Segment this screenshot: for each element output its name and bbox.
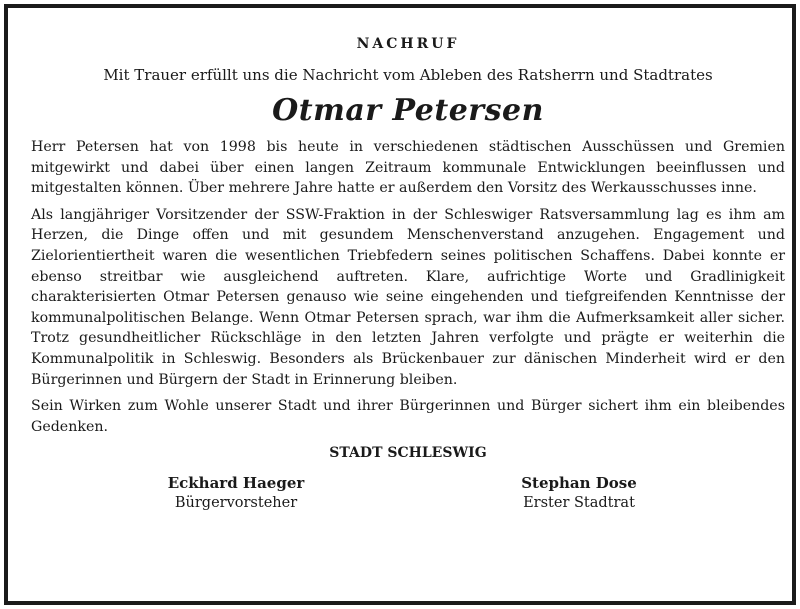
- paragraph-closing: Sein Wirken zum Wohle unserer Stadt und ihrer Bürgerinnen und Bürger sichert ihm ein bleibendes Gedenken.: [31, 398, 785, 435]
- signer-role: Bürgervorsteher: [174, 495, 298, 512]
- signer-role: Erster Stadtrat: [523, 495, 635, 512]
- deceased-name: Otmar Petersen: [272, 93, 544, 128]
- signer-name: Stephan Dose: [521, 474, 637, 493]
- signer-left: [116, 473, 356, 513]
- obituary-frame: [4, 4, 796, 605]
- signers: [31, 473, 785, 517]
- signer-name: Eckhard Haeger: [167, 474, 305, 493]
- obituary-content: [31, 34, 785, 517]
- signing-organization: STADT SCHLESWIG: [329, 445, 487, 462]
- signer-right: [459, 473, 699, 513]
- notice-heading: NACHRUF: [356, 36, 460, 52]
- paragraph-character: Als langjähriger Vorsitzender der SSW-Fraktion in der Schleswiger Ratsversammlung lag es ihm am Herzen, die Dinge offen und mit gesundem Menschenverstand anzugehen. Engagement und Zielorientiertheit waren die wesentlichen Triebfedern seines politischen Schaffens. Dabei konnte er ebenso streitbar wie ausgleichend auftreten. Klare, aufrichtige Worte und Gradlinigkeit charakterisierten Otmar Petersen genauso wie seine eingehenden und tiefgreifenden Kenntnisse der kommunalpolitischen Belange. Wenn Otmar Petersen sprach, war ihm die Aufmerksamkeit aller sicher. Trotz gesundheitlicher Rückschläge in den letzten Jahren verfolgte und prägte er weiterhin die Kommunalpolitik in Schleswig. Besonders als Brückenbauer zur dänischen Minderheit wird er den Bürgerinnen und Bürgern der Stadt in Erinnerung bleiben.: [31, 206, 785, 388]
- paragraph-career: Herr Petersen hat von 1998 bis heute in verschiedenen städtischen Ausschüssen und Gremien mitgewirkt und dabei über einen langen Zeitraum kommunale Entwicklungen beeinflussen und mitgestalten können. Über mehrere Jahre hatte er außerdem den Vorsitz des Werkausschusses inne.: [31, 139, 785, 197]
- notice-intro: Mit Trauer erfüllt uns die Nachricht vom Ableben des Ratsherrn und Stadtrates: [103, 66, 713, 84]
